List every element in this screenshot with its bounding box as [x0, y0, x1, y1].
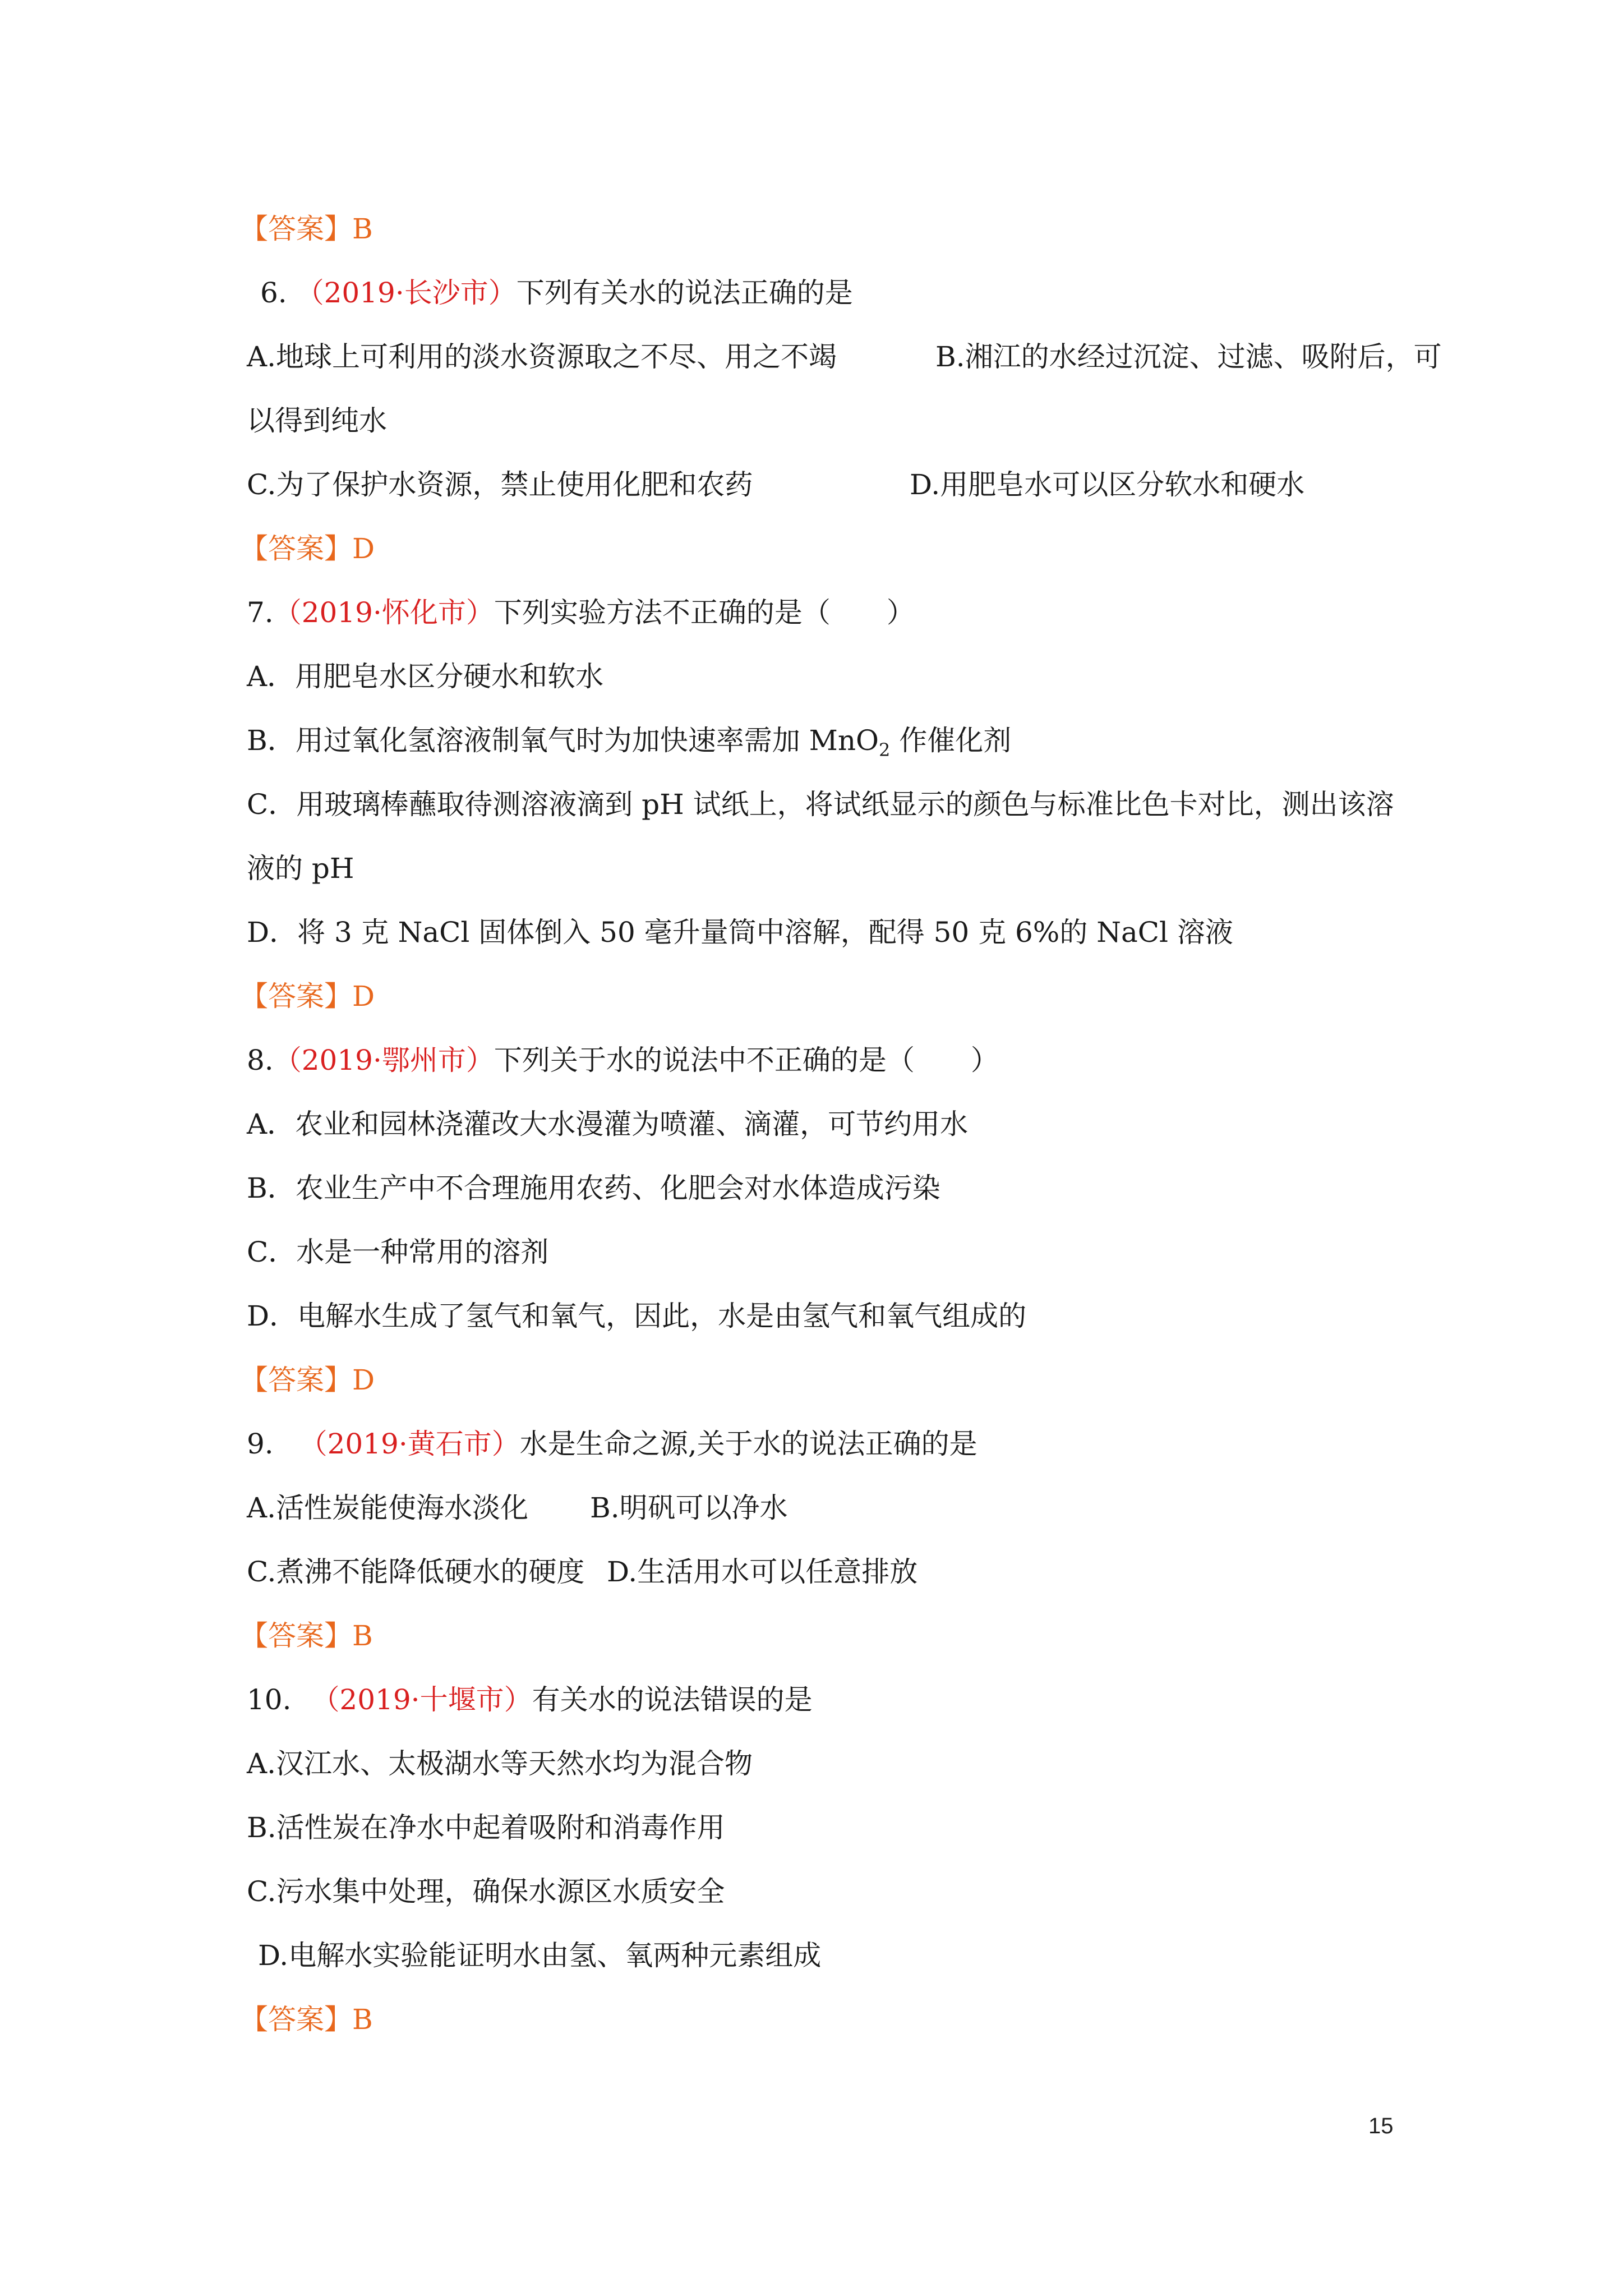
answer-value: B — [352, 1619, 373, 1652]
question-6-option-a — [247, 339, 837, 375]
question-source: （2019·十堰市） — [311, 1683, 532, 1716]
option-b-text: B．用过氧化氢溶液制氧气时为加快速率需加 MnO — [247, 724, 879, 757]
option-c-text: C.煮沸不能降低硬水的硬度 — [247, 1556, 585, 1588]
question-8-option-d — [247, 1298, 1026, 1334]
question-10-option-c — [247, 1874, 725, 1910]
answer-label: 【答案】 — [240, 2003, 352, 2036]
question-source: （2019·黄石市） — [299, 1428, 520, 1460]
option-d-text: D.用肥皂水可以区分软水和硬水 — [910, 468, 1305, 501]
option-b-text: B.湘江的水经过沉淀、过滤、吸附后，可 — [935, 341, 1442, 373]
answer-label: 【答案】 — [240, 213, 352, 245]
option-b-text-end: 作催化剂 — [890, 724, 1012, 757]
question-7-option-b — [247, 723, 1012, 761]
page-number: 15 — [1368, 2114, 1394, 2138]
answer-label: 【答案】 — [240, 532, 352, 565]
question-9-option-b — [590, 1490, 788, 1526]
question-8-option-b — [247, 1170, 940, 1206]
question-text: 水是生命之源,关于水的说法正确的是 — [519, 1428, 978, 1460]
answer-value: B — [352, 213, 373, 245]
answer-line — [240, 2001, 373, 2037]
option-b-text: B．农业生产中不合理施用农药、化肥会对水体造成污染 — [247, 1172, 940, 1204]
option-c-text: C.为了保护水资源，禁止使用化肥和农药 — [247, 468, 753, 501]
question-number: 9. — [247, 1428, 274, 1460]
option-d-text: D．将 3 克 NaCl 固体倒入 50 毫升量筒中溶解，配得 50 克 6%的 NaCl 溶液 — [247, 916, 1233, 949]
question-source: （2019·长沙市） — [296, 277, 517, 309]
answer-value: D — [352, 532, 375, 565]
option-b-continuation: 以得到纯水 — [247, 404, 387, 437]
question-8-option-c — [247, 1234, 548, 1270]
question-text: 下列关于水的说法中不正确的是（ ） — [494, 1044, 999, 1076]
option-d-text: D．电解水生成了氢气和氧气，因此，水是由氢气和氧气组成的 — [247, 1300, 1027, 1332]
question-7-stem — [247, 595, 915, 631]
question-6-option-c — [247, 467, 753, 503]
question-source: （2019·鄂州市） — [273, 1044, 494, 1076]
option-a-text: A．农业和园林浇灌改大水漫灌为喷灌、滴灌，可节约用水 — [247, 1108, 969, 1140]
option-a-text: A.地球上可利用的淡水资源取之不尽、用之不竭 — [247, 341, 837, 373]
question-source: （2019·怀化市） — [273, 596, 494, 629]
question-9-option-c — [247, 1554, 584, 1590]
subscript: 2 — [879, 739, 891, 761]
option-a-text: A.汉江水、太极湖水等天然水均为混合物 — [247, 1747, 753, 1780]
question-9-option-a — [247, 1490, 528, 1526]
question-8-option-a — [247, 1106, 968, 1142]
option-c-continuation: 液的 pH — [247, 852, 354, 885]
question-7-option-c — [247, 786, 1394, 822]
question-text: 有关水的说法错误的是 — [532, 1683, 813, 1716]
question-8-stem — [247, 1042, 999, 1078]
question-10-option-d — [258, 1938, 821, 1973]
answer-line — [240, 1362, 375, 1398]
option-a-text: A．用肥皂水区分硬水和软水 — [247, 660, 604, 693]
question-9-stem — [247, 1426, 978, 1462]
answer-line — [240, 978, 375, 1014]
question-number: 10. — [247, 1683, 292, 1716]
answer-label: 【答案】 — [240, 1364, 352, 1396]
question-6-option-b — [935, 339, 1442, 375]
question-7-option-a — [247, 659, 603, 694]
option-d-text: D.电解水实验能证明水由氢、氧两种元素组成 — [258, 1939, 822, 1972]
question-number: 8. — [247, 1044, 274, 1076]
answer-value: D — [352, 1364, 375, 1396]
question-10-stem — [247, 1682, 813, 1718]
answer-line — [240, 531, 375, 567]
question-10-option-b — [247, 1810, 725, 1846]
question-6-stem — [260, 275, 853, 311]
option-b-text: B.活性炭在净水中起着吸附和消毒作用 — [247, 1811, 725, 1844]
option-c-text: C．用玻璃棒蘸取待测溶液滴到 pH 试纸上，将试纸显示的颜色与标准比色卡对比，测出该溶 — [247, 788, 1394, 821]
question-9-option-d — [607, 1554, 917, 1590]
answer-line — [240, 1618, 373, 1654]
answer-label: 【答案】 — [240, 980, 352, 1013]
option-c-text: C．水是一种常用的溶剂 — [247, 1236, 549, 1268]
answer-label: 【答案】 — [240, 1619, 352, 1652]
option-b-text: B.明矾可以净水 — [590, 1492, 788, 1524]
question-7-option-d — [247, 914, 1233, 950]
answer-value: D — [352, 980, 375, 1013]
question-number: 7. — [247, 596, 274, 629]
option-d-text: D.生活用水可以任意排放 — [607, 1556, 918, 1588]
question-text: 下列有关水的说法正确的是 — [516, 277, 853, 309]
answer-value: B — [352, 2003, 373, 2036]
question-7-option-c-cont — [247, 850, 354, 886]
question-6-option-d — [910, 467, 1304, 503]
answer-line — [240, 211, 373, 247]
question-text: 下列实验方法不正确的是（ ） — [494, 596, 915, 629]
option-a-text: A.活性炭能使海水淡化 — [247, 1492, 529, 1524]
question-10-option-a — [247, 1746, 753, 1782]
option-c-text: C.污水集中处理，确保水源区水质安全 — [247, 1875, 725, 1908]
question-number: 6. — [260, 277, 287, 309]
question-6-option-b-cont — [247, 403, 387, 439]
